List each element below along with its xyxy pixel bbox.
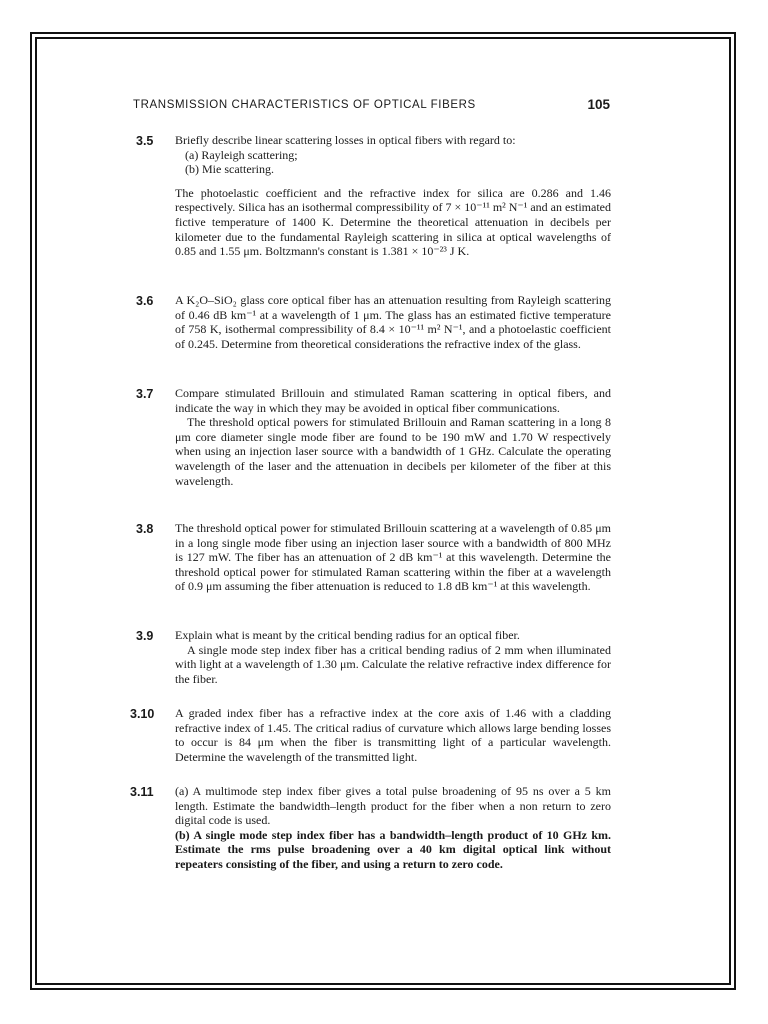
problem-paragraph: The threshold optical power for stimulated Brillouin scattering at a wavelength of 0.85 μm in a long single mode fiber using an injection laser source with a bandwidth of 800 MHz is 127 mW. The fiber has an attenuation of 2 dB km⁻¹ at this wavelength. Determine the threshold optical power for stimulated Raman scattering within the fiber at a wavelength of 0.9 μm assuming the fiber attenuation is reduced to 1.8 dB km⁻¹ at this wavelength. bbox=[175, 521, 611, 594]
problem-list-item: (b) Mie scattering. bbox=[185, 162, 274, 177]
problem-paragraph: (a) A multimode step index fiber gives a total pulse broadening of 95 ns over a 5 km length. Estimate the bandwidth–length product for the fiber when a non return to zero digital code is used. bbox=[175, 784, 611, 828]
problem-paragraph: Briefly describe linear scattering losses in optical fibers with regard to: bbox=[175, 133, 516, 147]
problem-number: 3.11 bbox=[130, 785, 154, 799]
problem-paragraph: The photoelastic coefficient and the refractive index for silica are 0.286 and 1.46 respectively. Silica has an isothermal compressibility of 7 × 10⁻¹¹ m² N⁻¹ and an estimated fictive temperature of 1400 K. Determine the theoretical attenuation in decibels per kilometer due to the fundamental Rayleigh scattering in silica at optical wavelengths of 0.85 and 1.55 μm. Boltzmann's constant is 1.381 × 10⁻²³ J K. bbox=[175, 185, 611, 259]
problem-paragraph: (b) A single mode step index fiber has a bandwidth–length product of 10 GHz km. Estimate the rms pulse broadening over a 40 km digital optical link without repeaters consisting of the fiber, and using a return to zero code. bbox=[175, 827, 611, 871]
problem-text bbox=[175, 628, 611, 686]
problem-paragraph: A graded index fiber has a refractive index at the core axis of 1.46 with a cladding refractive index of 1.45. The critical radius of curvature which allows large bending losses to occur is 84 μm when the fiber is transmitting light of a particular wavelength. Determine the wavelength of the transmitted light. bbox=[175, 706, 611, 764]
page-number: 105 bbox=[587, 97, 610, 112]
problem-paragraph: A single mode step index fiber has a critical bending radius of 2 mm when illuminated with light at a wavelength of 1.30 μm. Calculate the relative refractive index difference for the fiber. bbox=[175, 642, 611, 686]
problem-number: 3.5 bbox=[136, 134, 154, 148]
problem-number: 3.8 bbox=[136, 522, 154, 536]
problem-number: 3.7 bbox=[136, 387, 154, 401]
problem-text bbox=[175, 386, 611, 488]
problem-text bbox=[175, 521, 611, 594]
problem-number: 3.6 bbox=[136, 294, 154, 308]
problem-paragraph: Compare stimulated Brillouin and stimulated Raman scattering in optical fibers, and indicate the way in which they may be avoided in optical fiber communications. bbox=[175, 386, 611, 415]
problem-text bbox=[175, 133, 611, 259]
problem-text bbox=[175, 706, 611, 764]
running-header-title: TRANSMISSION CHARACTERISTICS OF OPTICAL FIBERS bbox=[133, 99, 476, 111]
problem-paragraph: Explain what is meant by the critical bending radius for an optical fiber. bbox=[175, 628, 520, 642]
problem-paragraph: The threshold optical powers for stimulated Brillouin and Raman scattering in a long 8 μm core diameter single mode fiber are found to be 190 mW and 1.70 W respectively when using an injection laser source with a bandwidth of 1 GHz. Calculate the operating wavelength of the laser and the attenuation in decibels per kilometer of the fiber at this wavelength. bbox=[175, 415, 611, 488]
problem-number: 3.10 bbox=[130, 707, 155, 721]
running-header bbox=[133, 97, 610, 117]
problem-text bbox=[175, 293, 611, 351]
problem-list-item: (a) Rayleigh scattering; bbox=[185, 147, 298, 162]
problem-number: 3.9 bbox=[136, 629, 154, 643]
problem-text bbox=[175, 784, 611, 872]
problem-paragraph: A K₂O–SiO₂ glass core optical fiber has an attenuation resulting from Rayleigh scattering of 0.46 dB km⁻¹ at a wavelength of 1 μm. The glass has an estimated fictive temperature of 758 K, isothermal compressibility of 8.4 × 10⁻¹¹ m² N⁻¹, and a photoelastic coefficient of 0.245. Determine from theoretical considerations the refractive index of the glass. bbox=[175, 293, 611, 351]
